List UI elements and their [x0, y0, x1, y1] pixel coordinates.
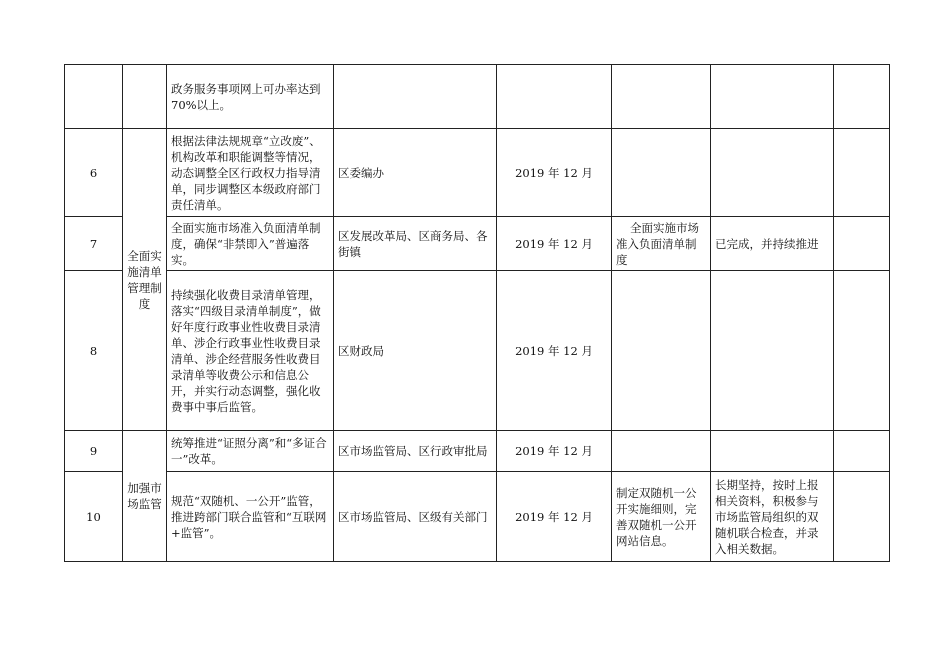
status-cell: 已完成，并持续推进: [711, 217, 834, 271]
deadline-cell: 2019 年 12 月: [497, 129, 612, 217]
remark-cell: [834, 65, 890, 129]
task-cell: 规范“双随机、一公开”监管，推进跨部门联合监管和“互联网+监管”。: [167, 472, 334, 562]
remark-cell: [834, 472, 890, 562]
progress-cell: [612, 431, 711, 472]
status-cell: [711, 271, 834, 431]
row-number: 6: [65, 129, 123, 217]
remark-cell: [834, 271, 890, 431]
task-cell: 全面实施市场准入负面清单制度，确保“非禁即入”普遍落实。: [167, 217, 334, 271]
table-row: [65, 217, 890, 271]
progress-cell: [612, 271, 711, 431]
work-plan-table: [64, 64, 890, 562]
deadline-cell: [497, 65, 612, 129]
task-cell: 统筹推进“证照分离”和“多证合一”改革。: [167, 431, 334, 472]
progress-cell: 全面实施市场准入负面清单制度: [612, 217, 711, 271]
status-cell: 长期坚持，按时上报相关资料，积极参与市场监管局组织的双随机联合检查，并录入相关数据。: [711, 472, 834, 562]
task-cell: 政务服务事项网上可办率达到70%以上。: [167, 65, 334, 129]
department-cell: [334, 65, 497, 129]
deadline-cell: 2019 年 12 月: [497, 217, 612, 271]
department-cell: 区发展改革局、区商务局、各街镇: [334, 217, 497, 271]
remark-cell: [834, 217, 890, 271]
category-cell: 加强市场监管: [123, 431, 167, 562]
table-row: [65, 472, 890, 562]
category-cell: [123, 65, 167, 129]
status-cell: [711, 129, 834, 217]
task-cell: 持续强化收费目录清单管理，落实“四级目录清单制度”，做好年度行政事业性收费目录清单、涉企行政事业性收费目录清单、涉企经营服务性收费目录清单等收费公示和信息公开，并实行动态调整，强化收费事中事后监管。: [167, 271, 334, 431]
deadline-cell: 2019 年 12 月: [497, 472, 612, 562]
progress-cell: 制定双随机一公开实施细则，完善双随机一公开网站信息。: [612, 472, 711, 562]
table-row: [65, 65, 890, 129]
status-cell: [711, 65, 834, 129]
progress-cell: [612, 129, 711, 217]
row-number: 10: [65, 472, 123, 562]
department-cell: 区委编办: [334, 129, 497, 217]
remark-cell: [834, 129, 890, 217]
table-row: [65, 129, 890, 217]
department-cell: 区市场监管局、区行政审批局: [334, 431, 497, 472]
department-cell: 区市场监管局、区级有关部门: [334, 472, 497, 562]
table-row: [65, 431, 890, 472]
department-cell: 区财政局: [334, 271, 497, 431]
deadline-cell: 2019 年 12 月: [497, 271, 612, 431]
table-row: [65, 271, 890, 431]
row-number: 8: [65, 271, 123, 431]
row-number: 9: [65, 431, 123, 472]
category-cell: 全面实施清单管理制度: [123, 129, 167, 431]
deadline-cell: 2019 年 12 月: [497, 431, 612, 472]
status-cell: [711, 431, 834, 472]
row-number: 7: [65, 217, 123, 271]
task-cell: 根据法律法规规章“立改废”、机构改革和职能调整等情况，动态调整全区行政权力指导清单，同步调整区本级政府部门责任清单。: [167, 129, 334, 217]
row-number: [65, 65, 123, 129]
remark-cell: [834, 431, 890, 472]
progress-cell: [612, 65, 711, 129]
